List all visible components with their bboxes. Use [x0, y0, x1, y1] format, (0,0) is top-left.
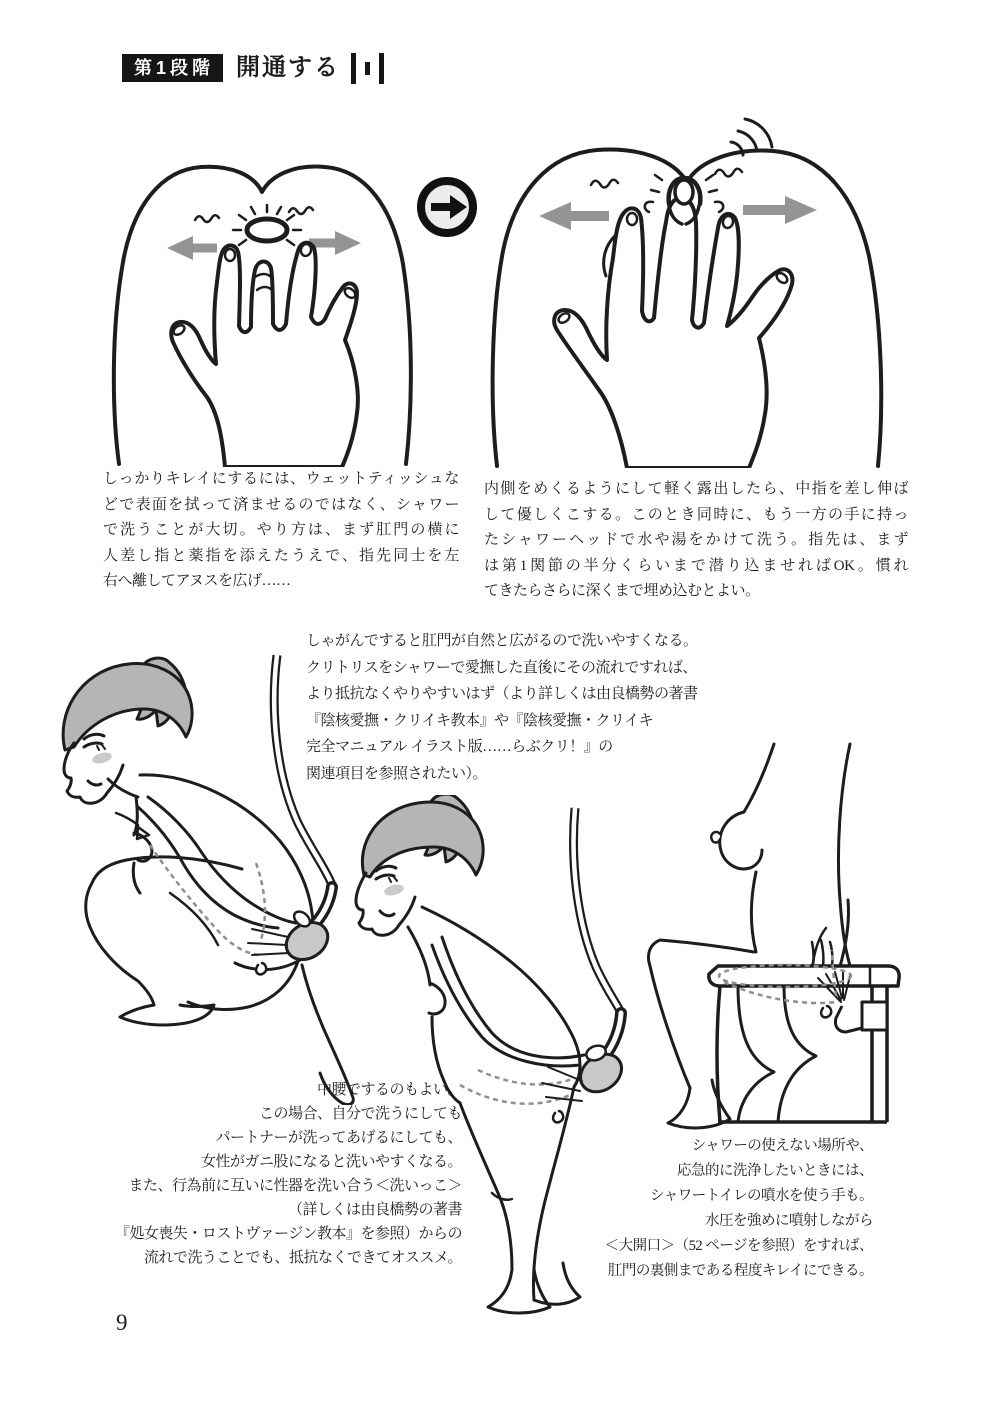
caption-line: しっかりキレイにするには、ウェットティッシュな — [103, 471, 459, 487]
illustration-toilet-bidet-wash — [640, 740, 970, 1150]
caption-line: しゃがんですると肛門が自然と広がるので洗いやすくなる。 — [306, 633, 698, 649]
caption-line: ＜大開口＞（52 ページを参照）をすれば、 — [604, 1238, 873, 1254]
page-header — [122, 52, 384, 84]
stage-badge: 第1段階 — [122, 54, 223, 82]
caption-line: で洗うことが大切。やり方は、まず肛門の横に — [103, 522, 459, 538]
caption-line: 女性がガニ股になると洗いやすくなる。 — [200, 1154, 462, 1170]
caption-line: して優しくこする。このとき同時に、もう一方の手に持っ — [484, 506, 908, 523]
page-title: 開通する — [236, 54, 341, 81]
note-bottom-right — [557, 1134, 873, 1284]
illustration-middle-finger-wash-diagram — [487, 106, 892, 468]
caption-line: この場合、自分で洗うにしても — [258, 1106, 462, 1122]
caption-line: 内側をめくるようにして軽く露出したら、中指を差し伸ば — [484, 481, 908, 497]
caption-line: パートナーが洗ってあげるにしても、 — [215, 1130, 462, 1146]
caption-line: クリトリスをシャワーで愛撫した直後にその流れですれば、 — [306, 659, 697, 676]
caption-line: たシャワーヘッドで水や湯をかけて洗う。指先は、まず — [484, 532, 908, 548]
page-number: 9 — [116, 1310, 128, 1335]
caption-top-left — [103, 467, 459, 595]
next-step-arrow-icon — [416, 176, 478, 238]
caption-top-right — [484, 477, 908, 605]
caption-line: 関連項目を参照されたい）。 — [306, 765, 488, 782]
illustration-spread-fingers-diagram — [105, 112, 420, 467]
caption-line: また、行為前に互いに性器を洗い合う＜洗いっこ＞ — [128, 1178, 462, 1194]
caption-line: より抵抗なくやりやすいはず（より詳しくは由良橋勢の著書 — [306, 686, 698, 702]
caption-line: てきたらさらに深くまで埋め込むとよい。 — [484, 583, 760, 599]
caption-line: シャワーの使えない場所や、 — [691, 1138, 873, 1154]
caption-line: 水圧を強めに噴射しながら — [705, 1213, 873, 1229]
caption-line: 肛門の裏側まである程度キレイにできる。 — [607, 1263, 873, 1279]
caption-line: は第1関節の半分くらいまで潜り込ませればOK。慣れ — [484, 557, 908, 574]
caption-line: 人差し指と薬指を添えたうえで、指先同士を左 — [103, 547, 459, 564]
caption-line: 『処女喪失・ロストヴァージン教本』を参照）からの — [114, 1226, 462, 1242]
note-bottom-left — [100, 1078, 462, 1270]
caption-line: 応急的に洗浄したいときには、 — [677, 1163, 873, 1179]
note-middle — [306, 628, 726, 787]
caption-line: 右へ離してアヌスを広げ…… — [103, 573, 291, 589]
caption-line: 完全マニュアル イラスト版……らぶクリ！』の — [306, 739, 613, 755]
caption-line: 中腰でするのもよい。 — [316, 1082, 462, 1098]
caption-line: 『陰核愛撫・クリイキ教本』や『陰核愛撫・クリイキ — [306, 712, 654, 729]
stage-marker-icon — [351, 52, 384, 84]
caption-line: （詳しくは由良橋勢の著書 — [287, 1202, 462, 1218]
caption-line: どで表面を拭って済ませるのではなく、シャワー — [103, 496, 459, 513]
caption-line: シャワートイレの噴水を使う手も。 — [650, 1188, 873, 1204]
caption-line: 流れで洗うことでも、抵抗なくできてオススメ。 — [144, 1250, 462, 1266]
